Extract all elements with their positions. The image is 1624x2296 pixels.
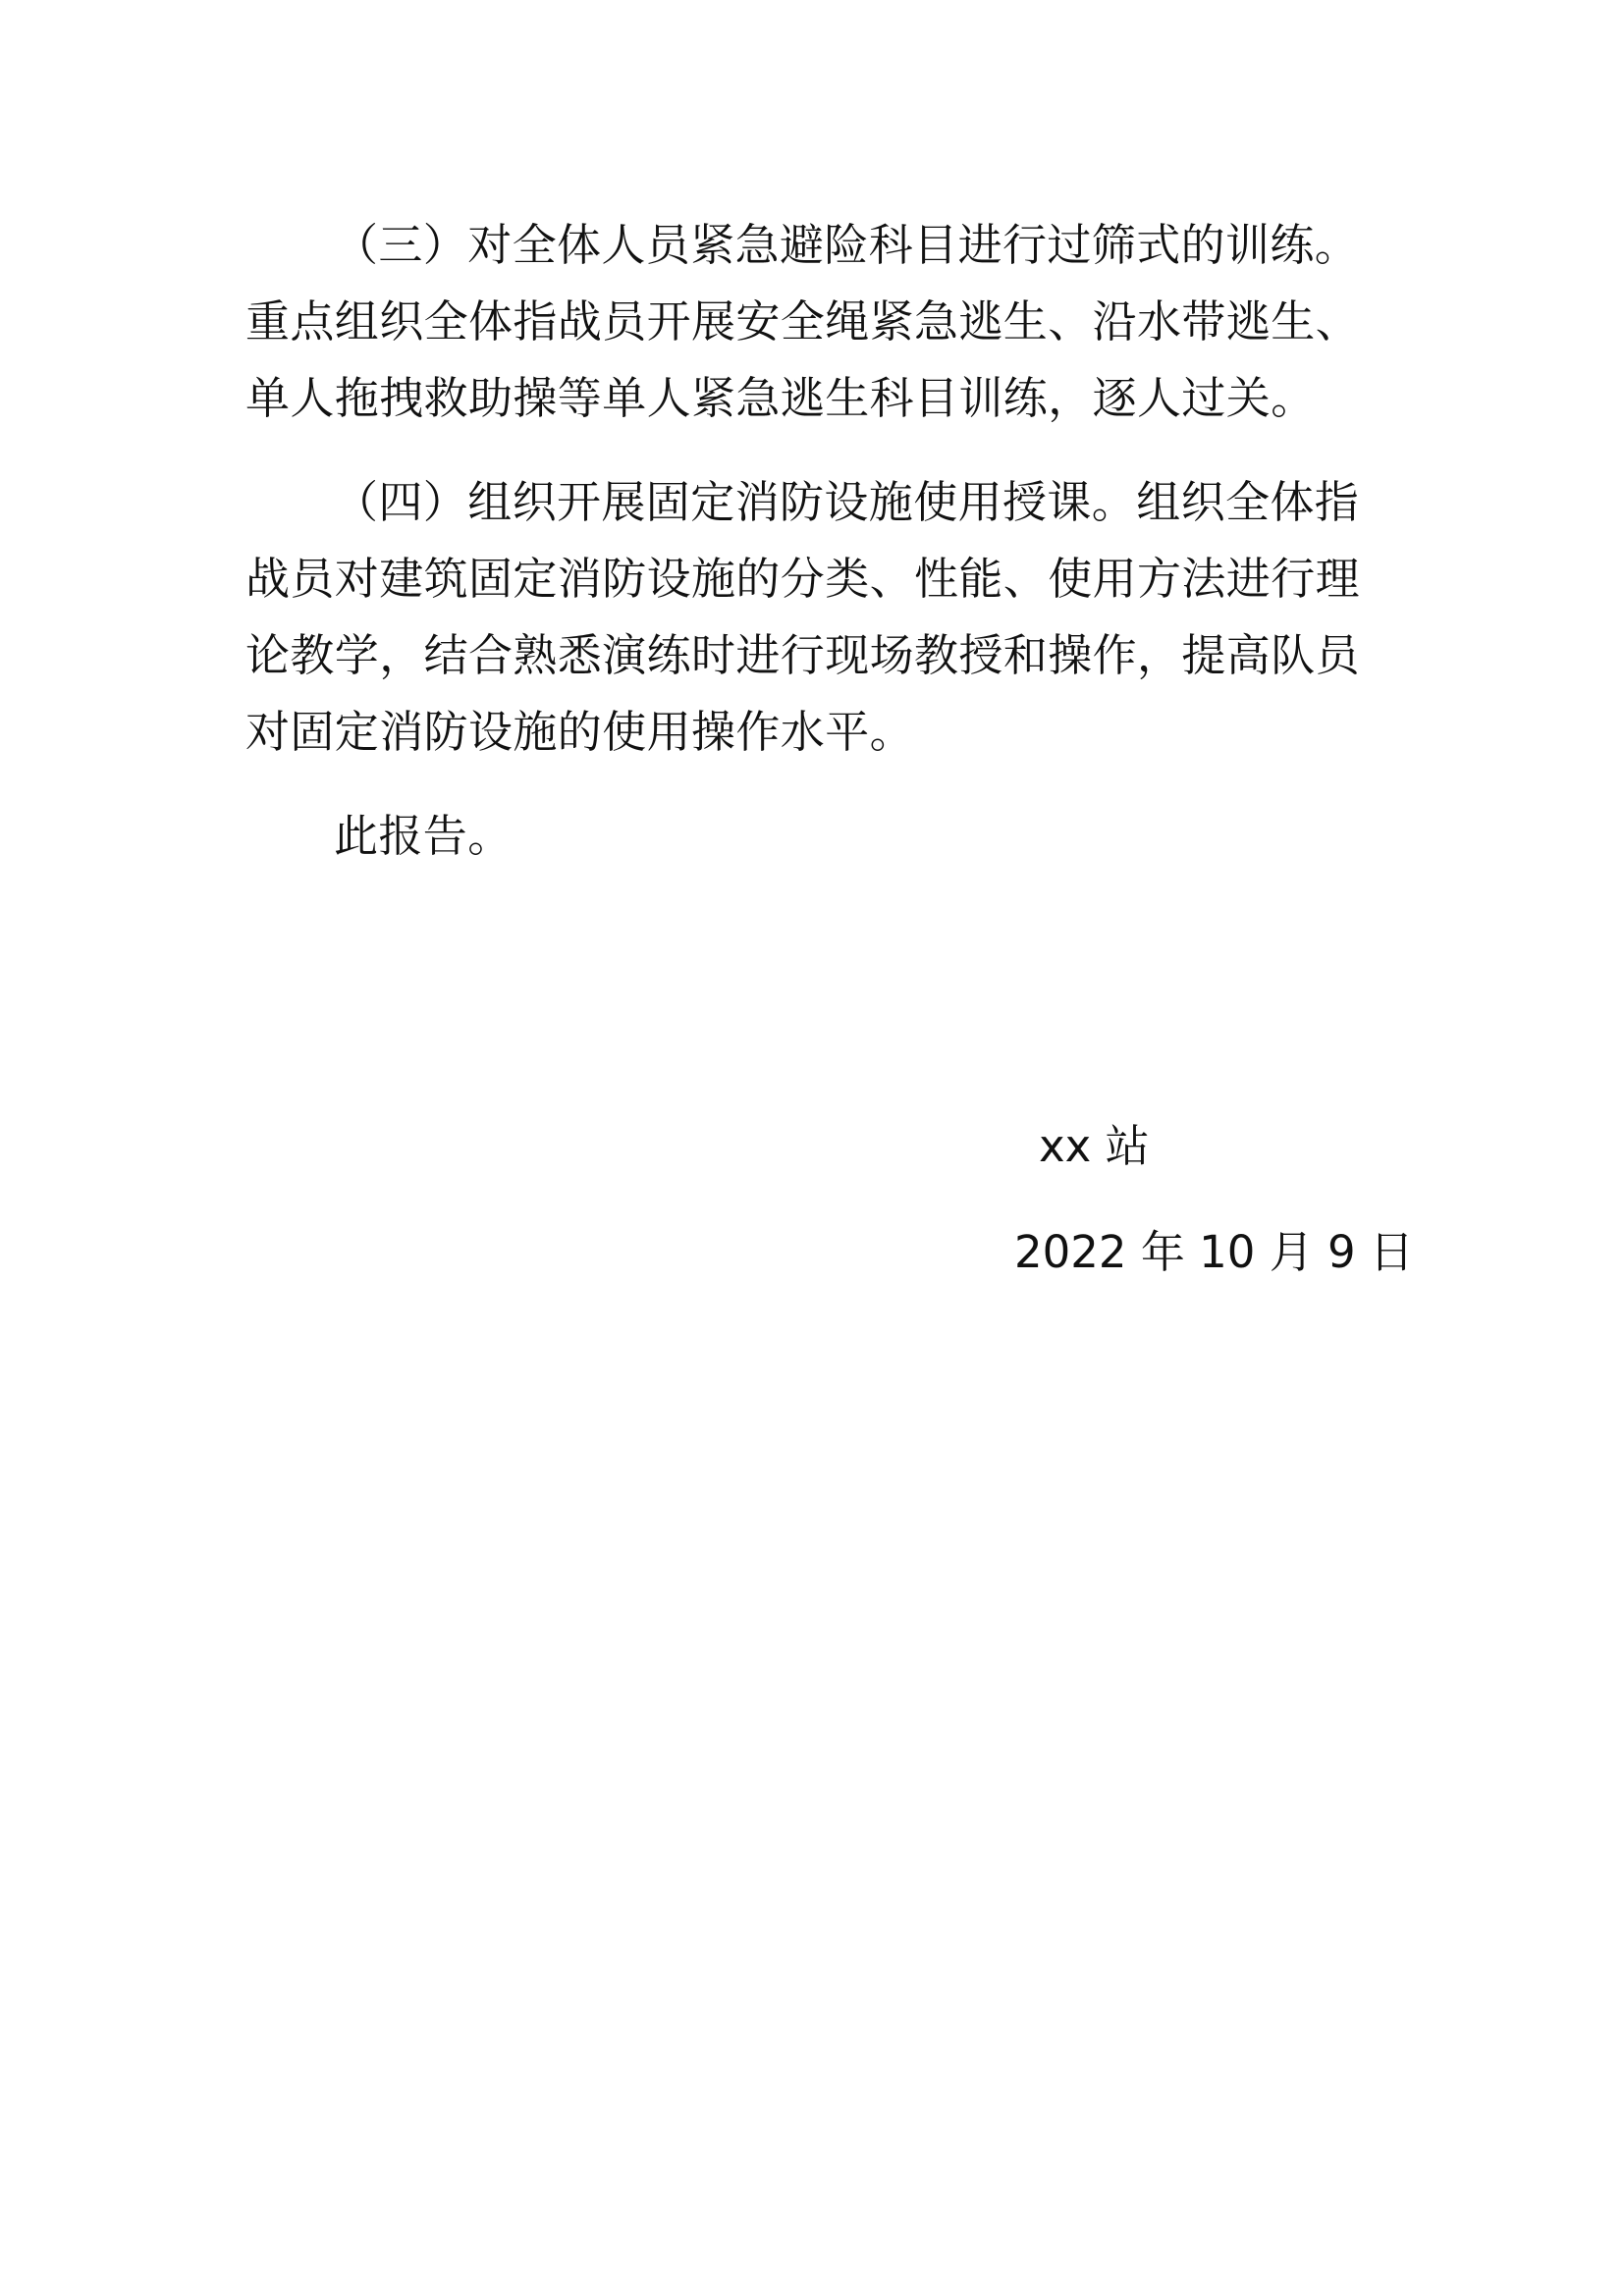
paragraph-4-line-2: 战员对建筑固定消防设施的分类、性能、使用方法进行理 [245, 553, 1361, 605]
paragraph-4-line-4: 对固定消防设施的使用操作水平。 [245, 706, 915, 758]
paragraph-3-line-1: （三）对全体人员紧急避险科目进行过筛式的训练。 [334, 219, 1360, 271]
closing-text: 此报告。 [334, 810, 513, 862]
signature-date: 2022 年 10 月 9 日 [1014, 1226, 1414, 1278]
paragraph-3-line-2: 重点组织全体指战员开展安全绳紧急逃生、沿水带逃生、 [245, 295, 1361, 347]
paragraph-4-line-1: （四）组织开展固定消防设施使用授课。组织全体指 [334, 476, 1360, 528]
signature-organization: xx 站 [1039, 1120, 1150, 1172]
paragraph-3-line-3: 单人拖拽救助操等单人紧急逃生科目训练，逐人过关。 [245, 372, 1316, 424]
paragraph-4-line-3: 论教学，结合熟悉演练时进行现场教授和操作，提高队员 [245, 629, 1361, 681]
